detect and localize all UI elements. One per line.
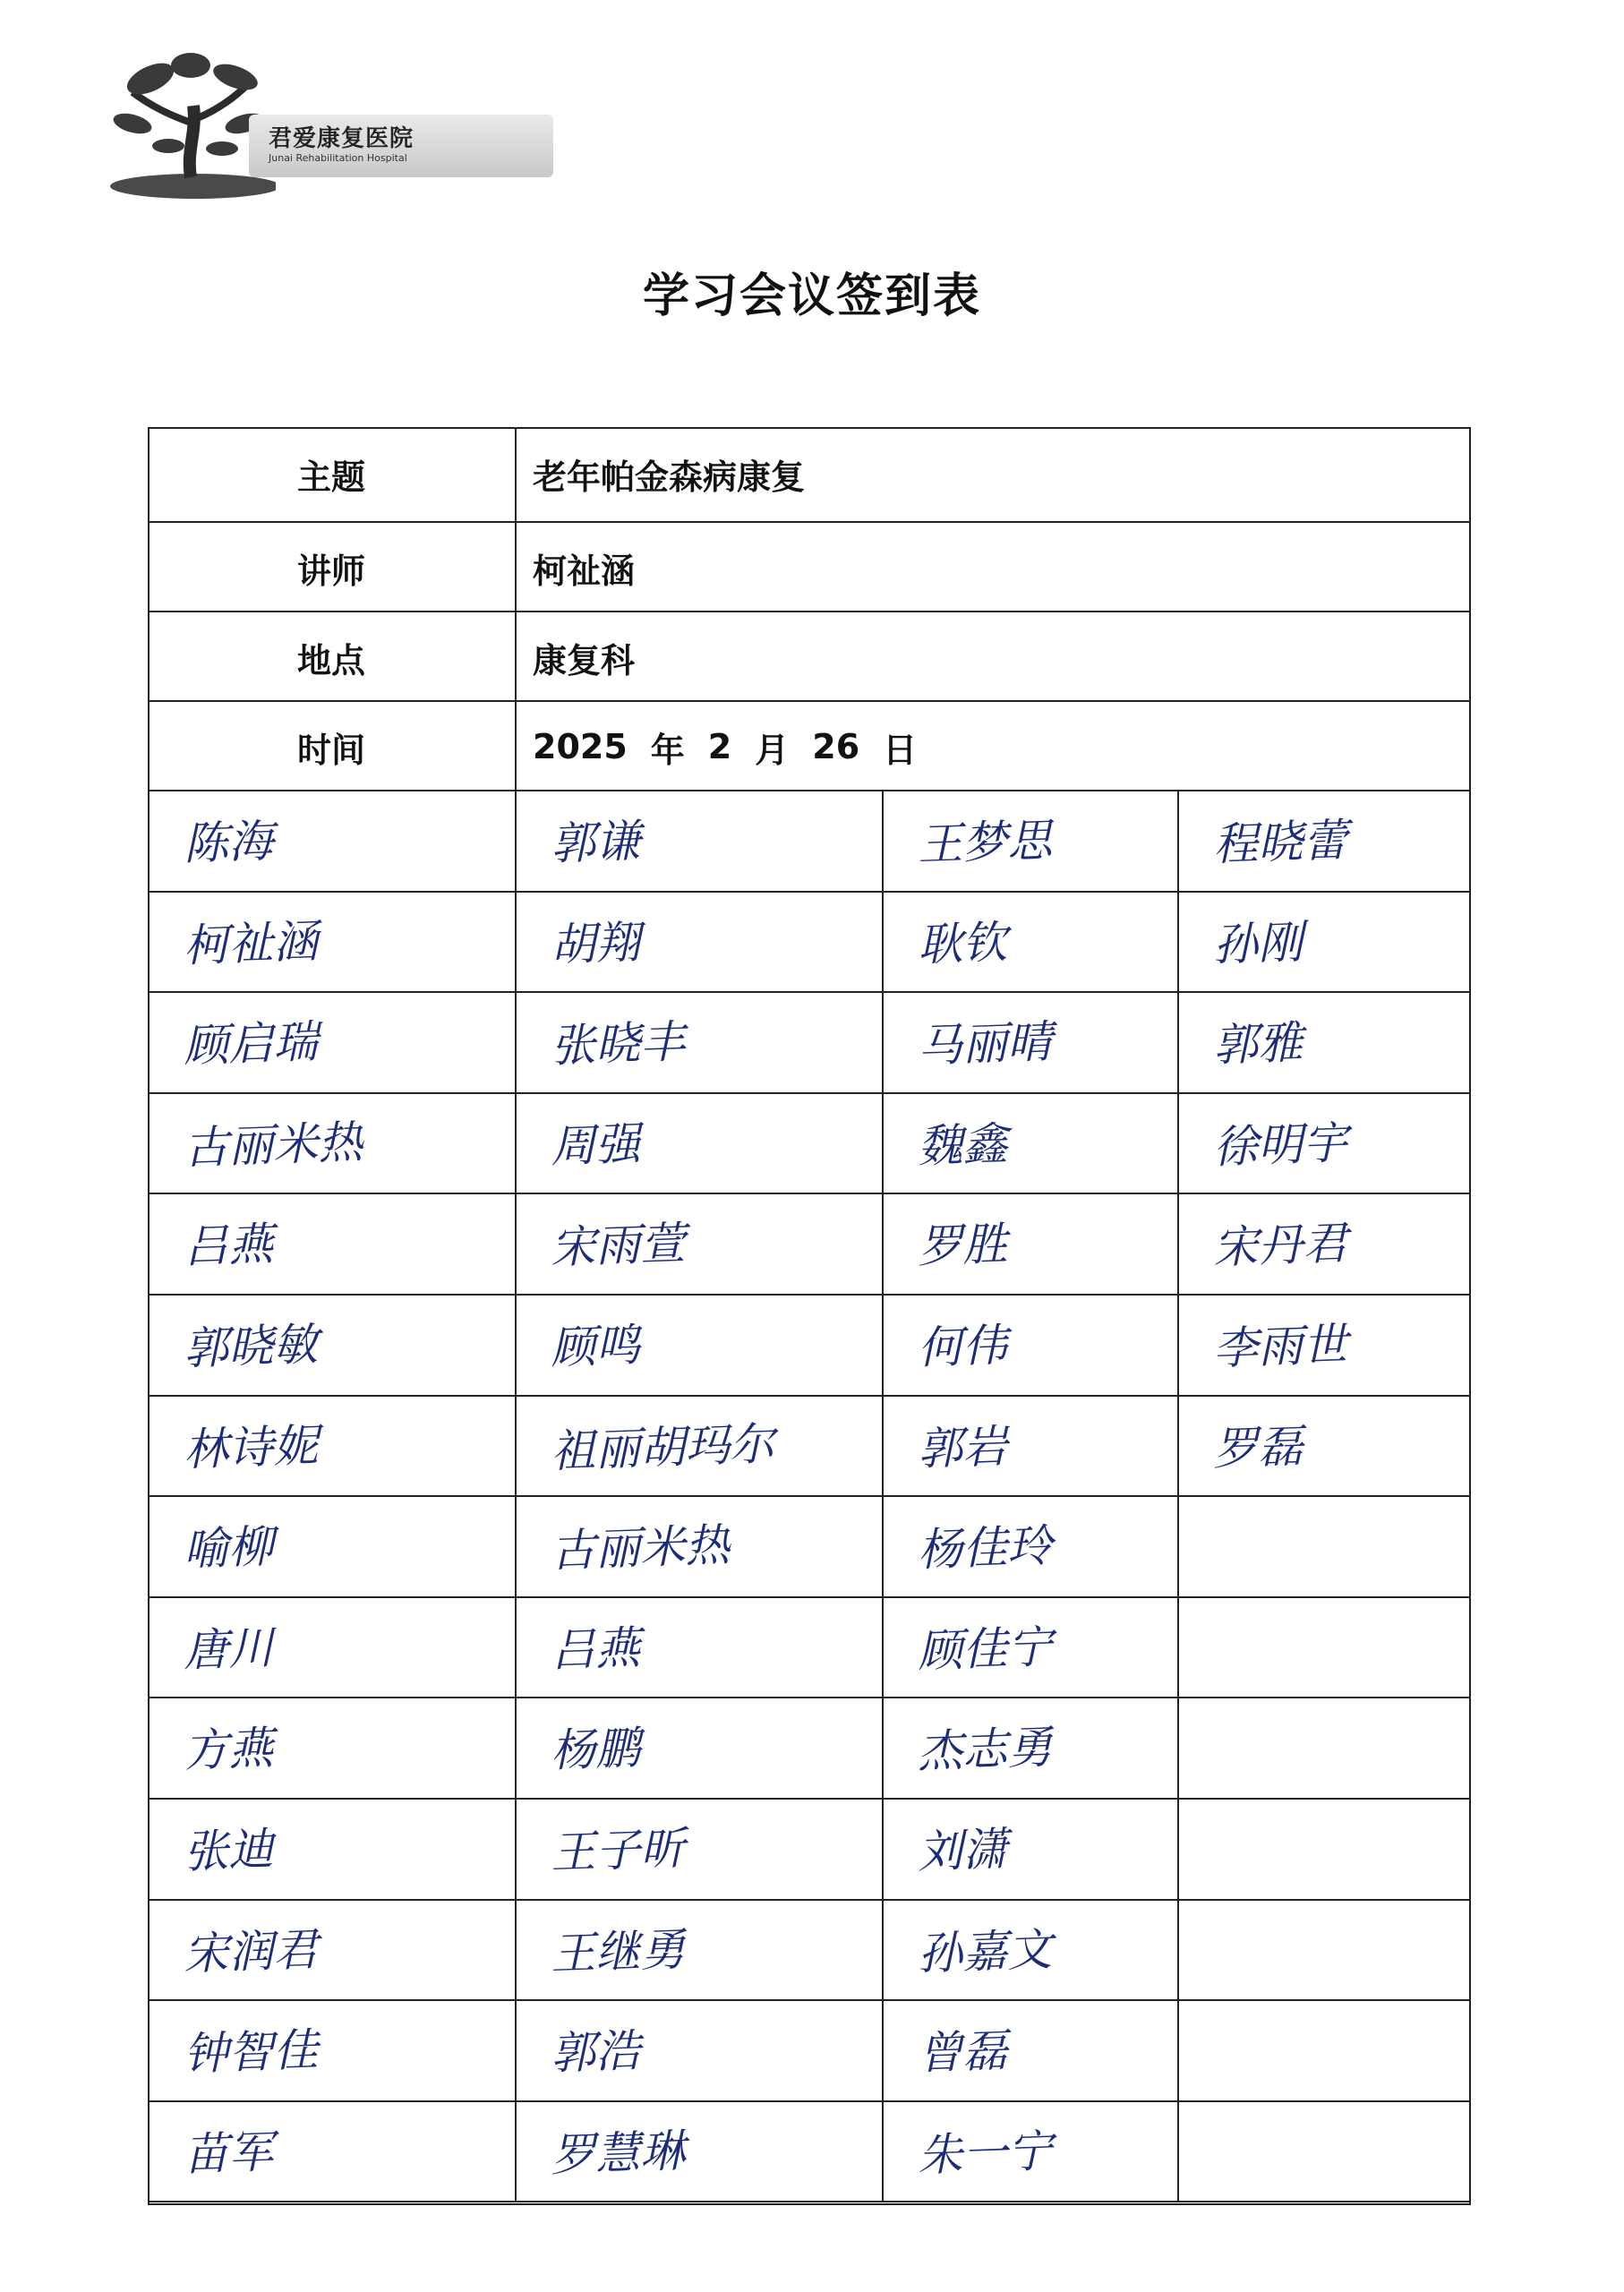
hospital-logo (97, 43, 464, 204)
signature-col1-row5: 吕燕 (183, 1218, 275, 1274)
topic-value: 老年帕金森病康复 (533, 458, 806, 497)
date-year: 2025 (533, 727, 628, 766)
location-value: 康复科 (533, 640, 636, 680)
hospital-name-en: Junai Rehabilitation Hospital (269, 152, 407, 164)
date-month: 2 (707, 727, 732, 766)
signature-col2-row12: 王继勇 (550, 1922, 687, 1980)
signature-col1-row13: 钟智佳 (183, 2023, 320, 2081)
signature-col1-row10: 方燕 (183, 1722, 275, 1778)
signature-col3-row2: 耿钦 (917, 915, 1009, 971)
signature-col3-row8: 杨佳玲 (917, 1519, 1054, 1577)
signature-col3-row11: 刘潇 (917, 1823, 1009, 1878)
signature-col3-row4: 魏鑫 (917, 1117, 1009, 1173)
location-row (148, 611, 1471, 702)
signature-col3-row1: 王梦思 (917, 814, 1054, 871)
lecturer-row (148, 521, 1471, 612)
date-year-unit: 年 (650, 730, 685, 770)
signature-col3-row13: 曾磊 (917, 2024, 1009, 2080)
signature-col3-row6: 何伟 (917, 1319, 1009, 1374)
signature-col3-row12: 孙嘉文 (917, 1922, 1054, 1980)
signature-col2-row14: 罗慧琳 (550, 2125, 687, 2182)
lecturer-label: 讲师 (296, 551, 365, 591)
signature-col1-row7: 林诗妮 (183, 1418, 320, 1476)
signature-col2-row3: 张晓丰 (550, 1015, 687, 1073)
signature-col2-row1: 郭谦 (550, 815, 642, 870)
signature-col2-row11: 王子昕 (550, 1822, 687, 1879)
signature-col2-row5: 宋雨萱 (550, 1217, 687, 1274)
signature-col3-row10: 杰志勇 (917, 1721, 1054, 1778)
signature-col4-row7: 罗磊 (1212, 1419, 1304, 1475)
signature-col4-row2: 孙刚 (1212, 915, 1304, 971)
signature-col2-row2: 胡翔 (550, 915, 642, 971)
lecturer-value: 柯祉涵 (533, 551, 636, 591)
signature-col2-row6: 顾鸣 (550, 1319, 642, 1374)
signature-col1-row1: 陈海 (183, 815, 275, 870)
time-row (148, 700, 1471, 791)
signature-col2-row9: 吕燕 (550, 1621, 642, 1677)
signature-col1-row14: 苗军 (183, 2125, 275, 2181)
date-value (533, 702, 940, 791)
signature-col2-row10: 杨鹏 (550, 1722, 642, 1778)
signature-col3-row3: 马丽晴 (917, 1015, 1054, 1073)
signature-col1-row3: 顾启瑞 (183, 1015, 320, 1073)
signature-col2-row7: 祖丽胡玛尔 (550, 1417, 776, 1477)
signature-col1-row11: 张迪 (183, 1823, 275, 1878)
signature-col2-row8: 古丽米热 (550, 1518, 731, 1578)
topic-label: 主题 (296, 458, 365, 497)
signature-col2-row13: 郭浩 (550, 2024, 642, 2080)
hospital-name: 君爱康复医院 (269, 125, 415, 152)
signature-col3-row5: 罗胜 (917, 1218, 1009, 1274)
signature-col1-row8: 喻柳 (183, 1520, 275, 1576)
location-label: 地点 (296, 640, 365, 680)
date-month-unit: 月 (755, 730, 790, 770)
signature-col1-row6: 郭晓敏 (183, 1318, 320, 1375)
signature-col3-row9: 顾佳宁 (917, 1621, 1054, 1678)
signature-col1-row9: 唐川 (183, 1621, 275, 1677)
signature-col4-row4: 徐明宇 (1212, 1116, 1349, 1174)
signature-col3-row7: 郭岩 (917, 1419, 1009, 1475)
signature-col3-row14: 朱一宁 (917, 2125, 1054, 2182)
signature-col4-row6: 李雨世 (1212, 1318, 1349, 1375)
time-label: 时间 (296, 730, 365, 770)
signature-col1-row2: 柯祉涵 (183, 914, 320, 972)
topic-row (148, 427, 1471, 521)
page-title: 学习会议签到表 (642, 269, 981, 323)
signature-col1-row12: 宋润君 (183, 1922, 320, 1980)
signature-col4-row1: 程晓蕾 (1212, 814, 1349, 871)
sign-in-sheet (148, 427, 1471, 2205)
signature-col2-row4: 周强 (550, 1117, 642, 1173)
signature-col4-row3: 郭雅 (1212, 1016, 1304, 1072)
date-day-unit: 日 (883, 730, 918, 770)
signature-col4-row5: 宋丹君 (1212, 1217, 1349, 1274)
signature-col1-row4: 古丽米热 (183, 1116, 364, 1175)
date-day: 26 (812, 727, 860, 766)
